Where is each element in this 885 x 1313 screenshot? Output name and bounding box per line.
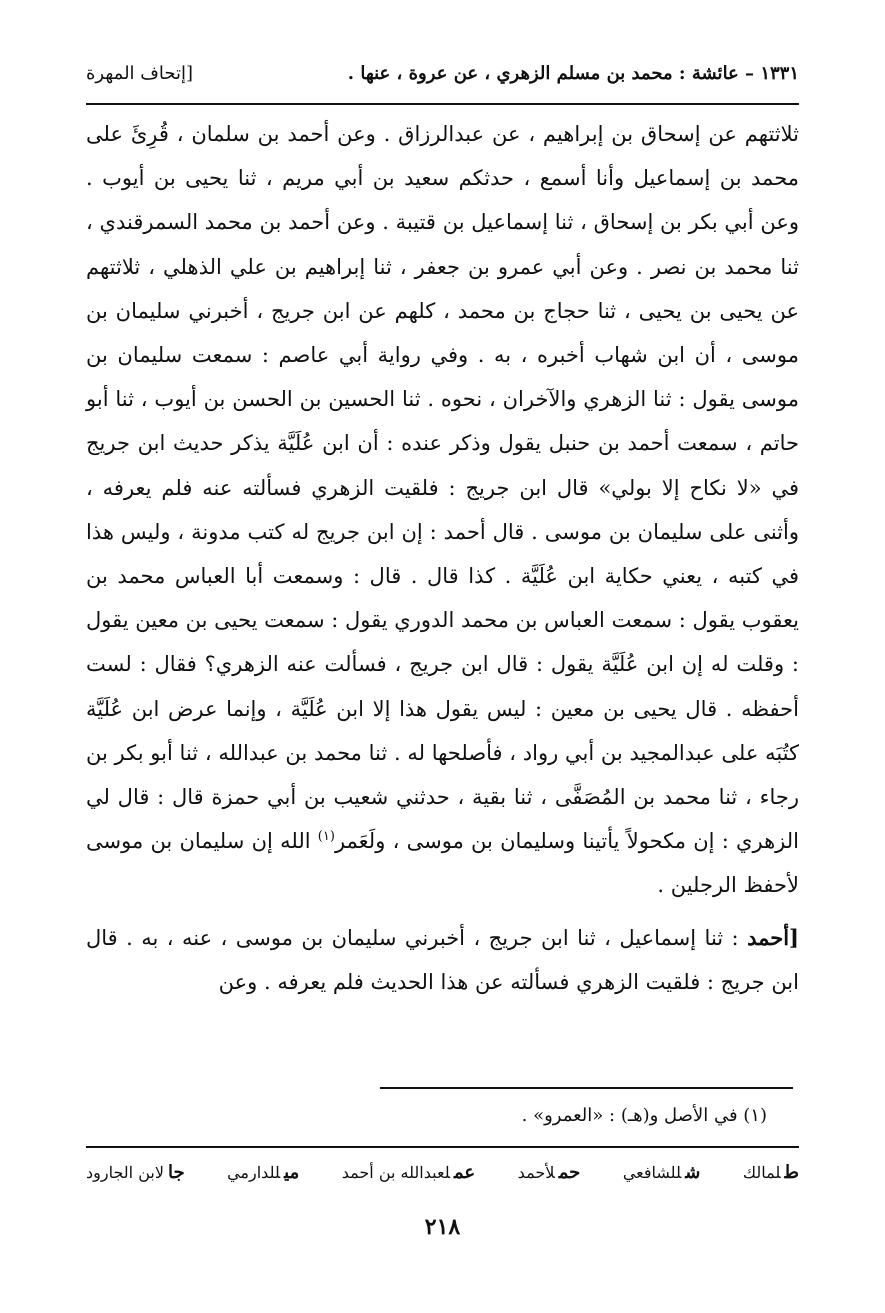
main-text xyxy=(86,112,799,1004)
abbr-code: مي xyxy=(284,1161,300,1183)
paragraph-2 xyxy=(86,916,799,1004)
abbreviations-divider xyxy=(86,1146,799,1148)
abbr-label: لمالك xyxy=(742,1162,781,1182)
running-header xyxy=(86,54,799,94)
abbr-label: لابن الجارود xyxy=(86,1162,164,1182)
header-divider xyxy=(86,103,799,105)
paragraph-2-text: : ثنا إسماعيل ، ثنا ابن جريج ، أخبرني سليمان بن موسى ، عنه ، به . قال ابن جريج : فلقيت الزهري فسألته عن هذا الحديث فلم يعرفه . وعن xyxy=(86,925,799,994)
abbr-label: لعبدالله بن أحمد xyxy=(341,1162,450,1182)
abbr-code: عم xyxy=(454,1161,476,1183)
abbr-label: لأحمد xyxy=(517,1162,555,1182)
paragraph-2-lead: [أحمد xyxy=(747,924,799,950)
abbreviations-legend xyxy=(86,1152,799,1192)
paragraph-1-end-a: ولَعَمر xyxy=(334,829,386,854)
footnote-divider xyxy=(380,1087,793,1089)
abbr-code: ط xyxy=(784,1161,799,1183)
paragraph-1 xyxy=(86,112,799,908)
abbr-item xyxy=(623,1162,701,1183)
paragraph-1-end-b: الله إن سليمان بن موسى لأحفظ الرجلين . xyxy=(86,829,799,898)
abbr-item xyxy=(342,1162,475,1183)
abbr-label: للشافعي xyxy=(622,1162,682,1182)
paragraph-1-text: ثلاثتهم عن إسحاق بن إبراهيم ، عن عبدالرزاق . وعن أحمد بن سلمان ، قُرِئَ على محمد بن إسماعيل وأنا أسمع ، حدثكم سعيد بن أبي مريم ، ثنا يحيى بن أيوب . وعن أبي بكر بن إسحاق ، ثنا إسماعيل بن قتيبة . وعن أحمد بن محمد السمرقندي ، ثنا محمد بن نصر . وعن أبي عمرو بن جعفر ، ثنا إبراهيم بن علي الذهلي ، ثلاثتهم عن يحيى بن يحيى ، ثنا حجاج بن محمد ، كلهم عن ابن جريج ، أخبرني سليمان بن موسى ، أن ابن شهاب أخبره ، به . وفي رواية أبي عاصم : سمعت سليمان بن موسى يقول : ثنا الزهري والآخران ، نحوه . ثنا الحسين بن الحسن بن أيوب ، ثنا أبو حاتم ، سمعت أحمد بن حنبل يقول وذكر عنده : أن ابن عُلَيَّة يذكر حديث ابن جريج في «لا نكاح إلا بولي» قال ابن جريج : فلقيت الزهري فسألته عنه فلم يعرفه ، وأثنى على سليمان بن موسى . قال أحمد : إن ابن جريج له كتب مدونة ، وليس هذا في كتبه ، يعني حكاية ابن عُلَيَّة . كذا قال . قال : وسمعت أبا العباس محمد بن يعقوب يقول : سمعت العباس بن محمد الدوري يقول : سمعت يحيى بن معين يقول : وقلت له إن ابن عُلَيَّة يقول : قال ابن جريج ، فسألت عنه الزهري؟ فقال : لست أحفظه . قال يحيى بن معين : ليس يقول هذا إلا ابن عُلَيَّة ، وإنما عرض ابن عُلَيَّة كتُبَه على عبدالمجيد بن أبي رواد ، فأصلحها له . ثنا محمد بن عبدالله ، ثنا أبو بكر بن رجاء ، ثنا محمد بن المُصَفَّى ، ثنا بقية ، حدثني شعيب بن أبي حمزة قال : قال لي الزهري : إن مكحولاً يأتينا وسليمان بن موسى ، xyxy=(86,122,799,854)
abbr-code: حم xyxy=(558,1161,581,1183)
abbr-item xyxy=(86,1162,185,1183)
book-title: [إتحاف المهرة xyxy=(86,63,194,84)
abbr-item xyxy=(518,1162,581,1183)
footnote: (١) في الأصل و(هـ) : «العمرو» . xyxy=(521,1105,767,1126)
abbr-label: للدارمي xyxy=(227,1162,281,1182)
footnote-reference[interactable]: (١) xyxy=(317,829,335,845)
abbr-code: ش xyxy=(685,1161,701,1183)
abbr-code: جا xyxy=(167,1161,185,1183)
page-number: ٢١٨ xyxy=(424,1214,461,1240)
abbr-item xyxy=(743,1162,799,1183)
hadith-chapter-title: ١٣٣١ – عائشة : محمد بن مسلم الزهري ، عن عروة ، عنها . xyxy=(347,63,799,84)
abbr-item xyxy=(227,1162,299,1183)
